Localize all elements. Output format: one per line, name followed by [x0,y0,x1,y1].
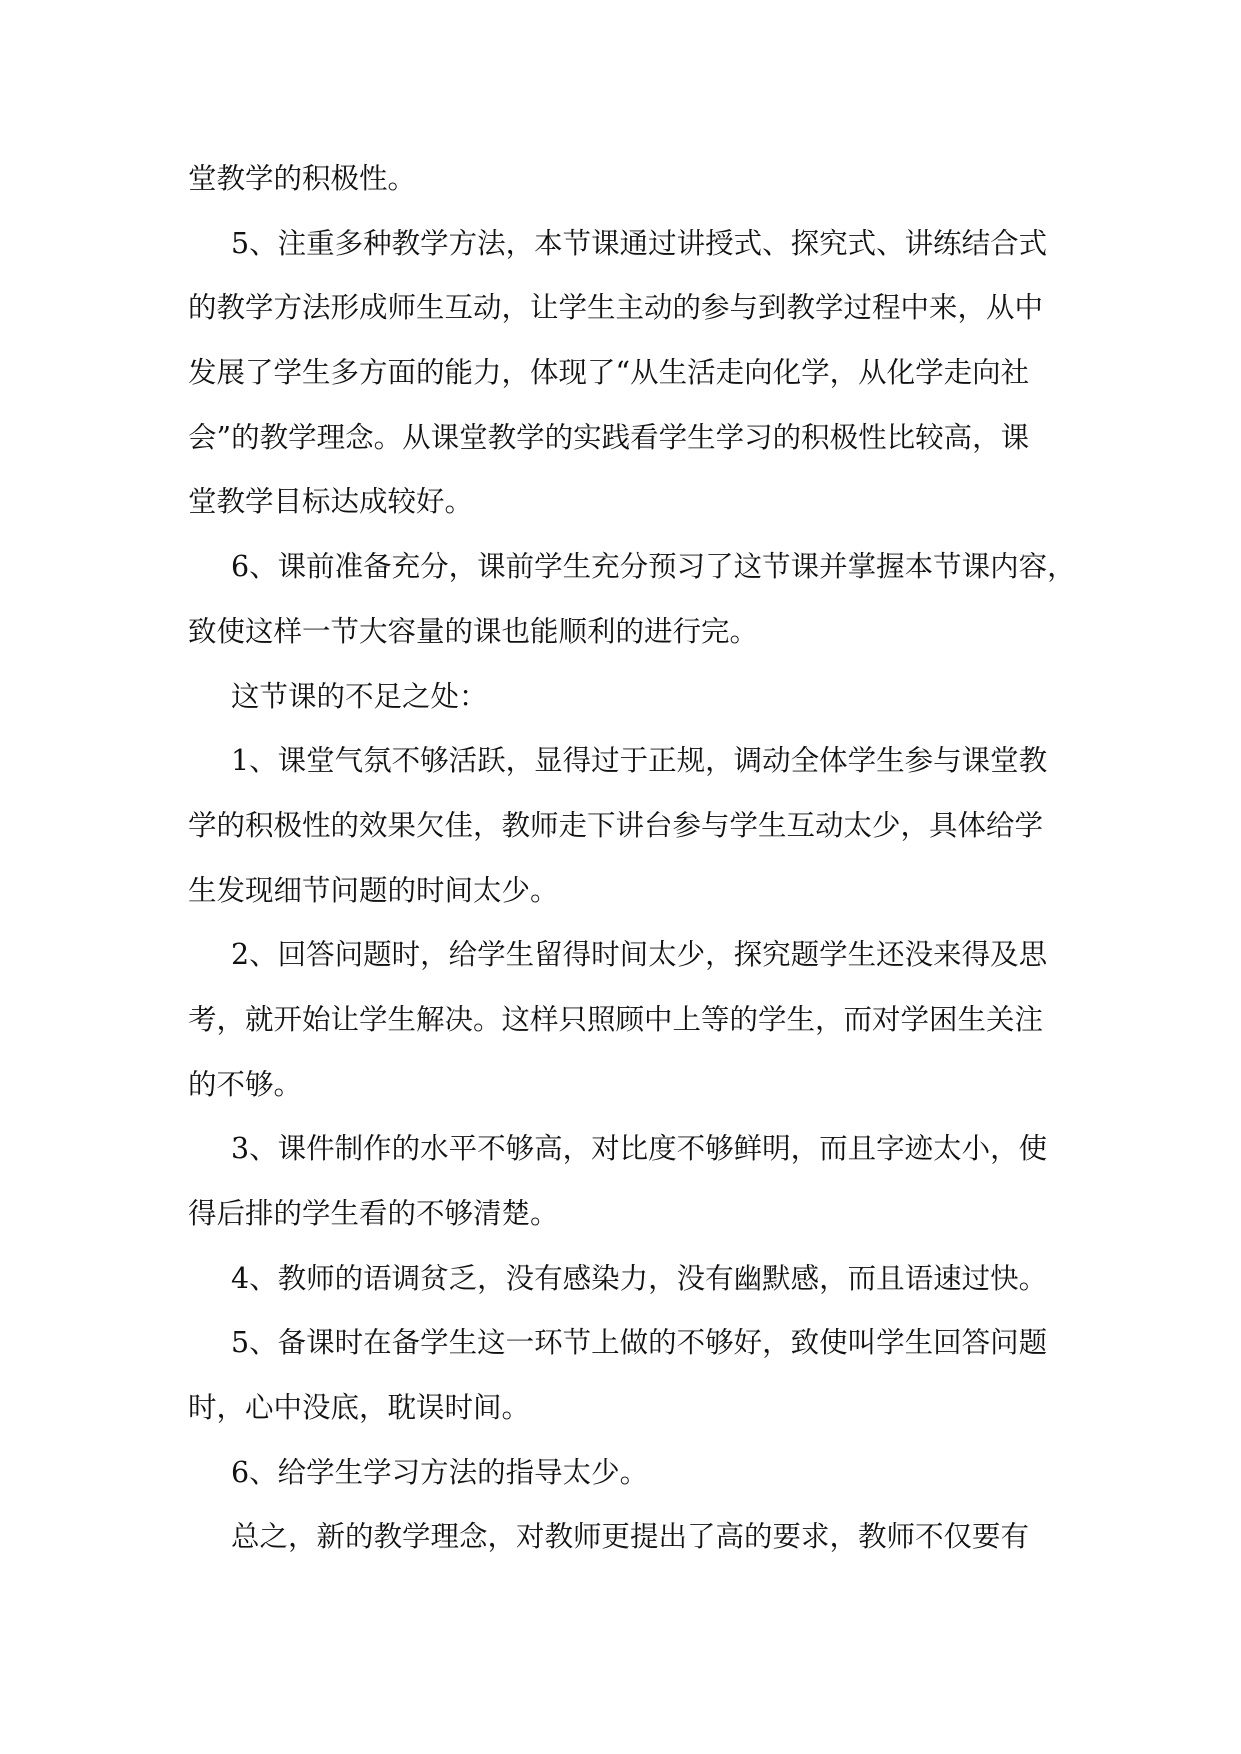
text-line: 总之，新的教学理念，对教师更提出了高的要求，教师不仅要有 [231,1520,1030,1554]
text-line: 堂教学的积极性。 [188,162,417,195]
text-line: 的教学方法形成师生互动，让学生主动的参与到教学过程中来，从中 [188,291,1044,325]
text-line: 的不够。 [188,1067,303,1101]
text-line: 6、给学生学习方法的指导太少。 [231,1455,649,1489]
text-line: 堂教学目标达成较好。 [188,485,474,519]
text-line: 6、课前准备充分，课前学生充分预习了这节课并掌握本节课内容， [231,550,1076,584]
text-line: 5、备课时在备学生这一环节上做的不够好，致使叫学生回答问题 [231,1326,1048,1360]
text-line: 致使这样一节大容量的课也能顺利的进行完。 [188,614,759,648]
text-line: 生发现细节问题的时间太少。 [188,873,559,907]
text-line: 2、回答问题时，给学生留得时间太少，探究题学生还没来得及思 [231,938,1048,972]
text-line: 考，就开始让学生解决。这样只照顾中上等的学生，而对学困生关注 [188,1002,1044,1036]
text-line: 3、课件制作的水平不够高，对比度不够鲜明，而且字迹太小，使 [231,1132,1048,1166]
text-line: 会”的教学理念。从课堂教学的实践看学生学习的积极性比较高，课 [188,420,1030,454]
text-line: 5、注重多种教学方法，本节课通过讲授式、探究式、讲练结合式 [231,226,1048,260]
text-line: 发展了学生多方面的能力，体现了“从生活走向化学，从化学走向社 [188,356,1030,390]
text-line: 时，心中没底，耽误时间。 [188,1391,531,1425]
text-line: 学的积极性的效果欠佳，教师走下讲台参与学生互动太少，具体给学 [188,808,1044,842]
text-line: 得后排的学生看的不够清楚。 [188,1197,559,1230]
section-heading: 这节课的不足之处： [231,679,488,713]
document-body [188,147,1076,1570]
text-line: 4、教师的语调贫乏，没有感染力，没有幽默感，而且语速过快。 [231,1261,1048,1295]
text-line: 1、课堂气氛不够活跃，显得过于正规，调动全体学生参与课堂教 [231,744,1048,778]
